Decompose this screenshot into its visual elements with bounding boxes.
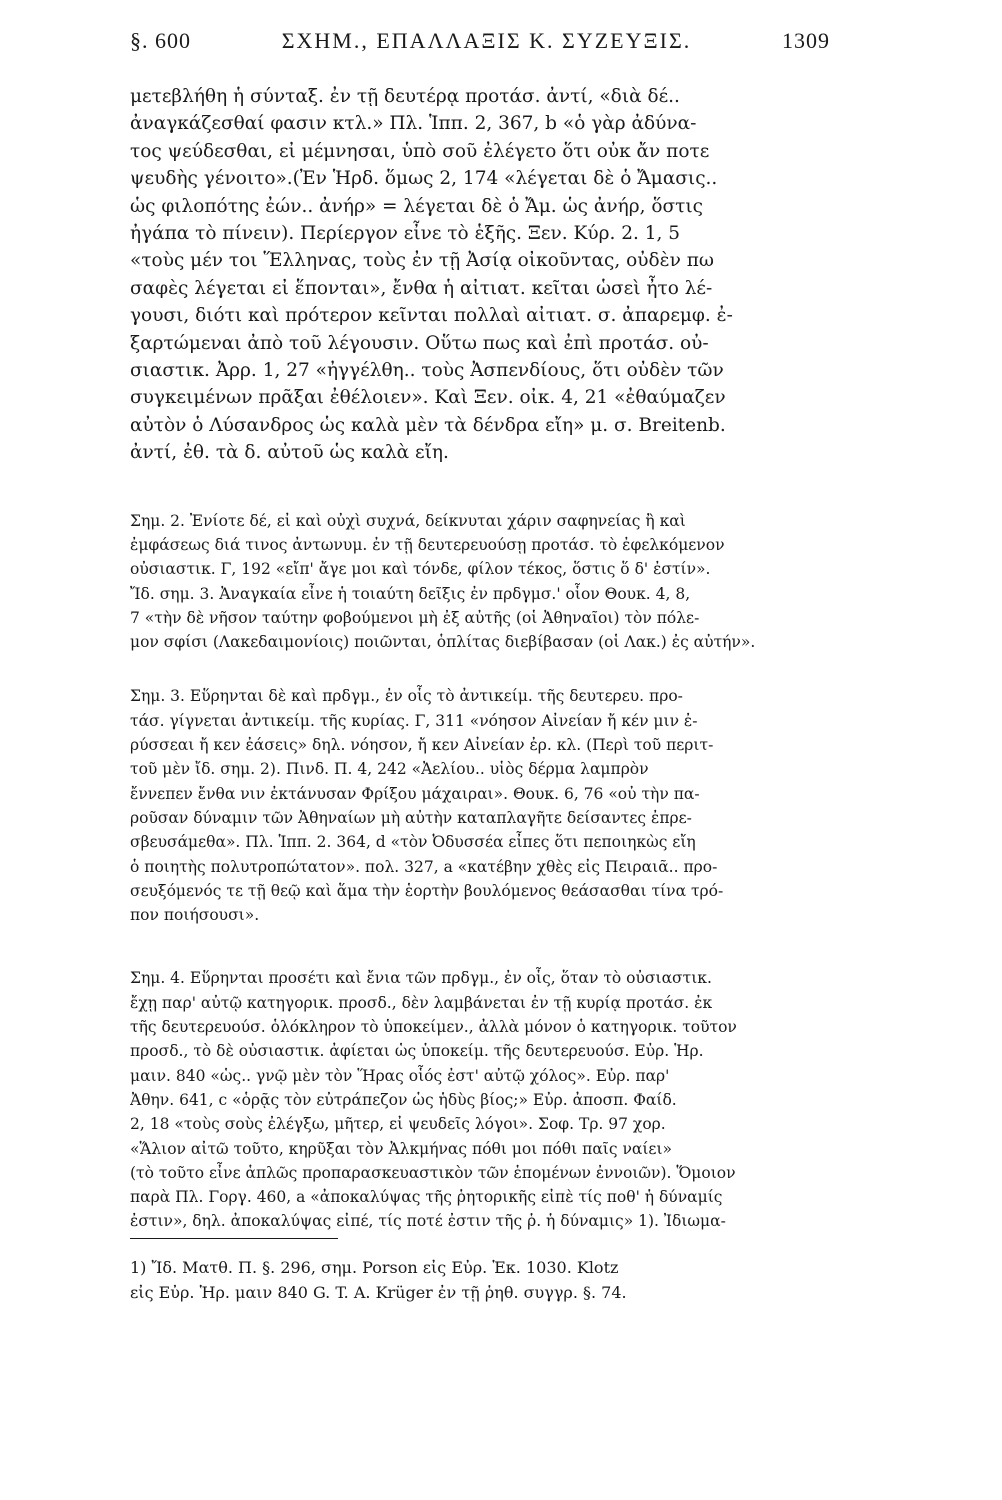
note-line: ἔννεπεν ἔνθα νιν ἐκτάνυσαν Φρίξου μάχαιραι». Θουκ. 6, 76 «οὐ τὴν πα- (130, 784, 700, 803)
note-line: «Ἅλιον αἰτῶ τοῦτο, κηρῦξαι τὸν Ἀλκμήνας πόθι μοι πόθι παῖς ναίει» (130, 1139, 673, 1158)
text-line: σαφὲς λέγεται εἰ ἕπονται», ἔνθα ἡ αἰτιατ. κεῖται ὡσεὶ ἦτο λέ- (130, 277, 713, 299)
note-3 (130, 684, 830, 927)
note-line: τοῦ μὲν ἴδ. σημ. 2). Πινδ. Π. 4, 242 «Ἀελίου.. υἱὸς δέρμα λαμπρὸν (130, 760, 649, 779)
note-line: ὁ ποιητὴς πολυτροπώτατον». πολ. 327, a «κατέβην χθὲς εἰς Πειραιᾶ.. προ- (130, 857, 718, 876)
text-line: ὡς φιλοπότης ἐών.. ἀνήρ» = λέγεται δὲ ὁ Ἄμ. ὡς ἀνήρ, ὅστις (130, 195, 703, 217)
note-line: οὐσιαστικ. Γ, 192 «εἴπ' ἄγε μοι καὶ τόνδε, φίλον τέκος, ὅστις ὅ δ' ἐστίν». (130, 560, 711, 579)
page-number: 1309 (782, 28, 830, 53)
note-line: παρὰ Πλ. Γοργ. 460, a «ἀποκαλύψας τῆς ῥητορικῆς εἰπὲ τίς ποθ' ἡ δύναμίς (130, 1188, 723, 1207)
text-line: ξαρτώμεναι ἀπὸ τοῦ λέγουσιν. Οὕτω πως καὶ ἐπὶ προτάσ. οὐ- (130, 332, 709, 354)
text-line: ψευδὴς γένοιτο».(Ἐν Ἡρδ. ὅμως 2, 174 «λέγεται δὲ ὁ Ἄμασις.. (130, 168, 718, 190)
note-line: Σημ. 2. Ἐνίοτε δέ, εἰ καὶ οὐχὶ συχνά, δείκνυται χάριν σαφηνείας ἢ καὶ (130, 511, 686, 530)
note-2 (130, 509, 830, 655)
note-line: ἐμφάσεως διά τινος ἀντωνυμ. ἐν τῇ δευτερευούσῃ προτάσ. τὸ ἐφελκόμενον (130, 535, 725, 554)
text-line: γουσι, διότι καὶ πρότερον κεῖνται πολλαὶ αἰτιατ. σ. ἀπαρεμφ. ἐ- (130, 305, 733, 327)
note-4 (130, 966, 830, 1233)
note-line: ροῦσαν δύναμιν τῶν Ἀθηναίων μὴ αὐτὴν καταπλαγῆτε δείσαντες ἐπρε- (130, 808, 692, 827)
text-line: ἠγάπα τὸ πίνειν). Περίεργον εἶνε τὸ ἑξῆς. Ξεν. Κύρ. 2. 1, 5 (130, 223, 681, 245)
note-line: Σημ. 4. Εὕρηνται προσέτι καὶ ἔνια τῶν πρδγμ., ἐν οἷς, ὅταν τὸ οὐσιαστικ. (130, 969, 712, 988)
text-line: ἀντί, ἐθ. τὰ δ. αὐτοῦ ὡς καλὰ εἴη. (130, 442, 449, 464)
note-line: μον σφίσι (Λακεδαιμονίοις) ποιῶνται, ὁπλίτας διεβίβασαν (οἱ Λακ.) ἐς αὐτήν». (130, 633, 756, 652)
running-title: ΣΧΗΜ., ΕΠΑΛΛΑΞΙΣ Κ. ΣΥΖΕΥΞΙΣ. (281, 28, 692, 53)
page-header (130, 28, 830, 68)
note-line: Ἴδ. σημ. 3. Ἀναγκαία εἶνε ἡ τοιαύτη δεῖξις ἐν πρδγμσ.' οἷον Θουκ. 4, 8, (130, 584, 691, 603)
note-line: τῆς δευτερευούσ. ὁλόκληρον τὸ ὑποκείμεν., ἀλλὰ μόνον ὁ κατηγορικ. τοῦτον (130, 1018, 737, 1037)
note-line: προσδ., τὸ δὲ οὐσιαστικ. ἀφίεται ὡς ὑποκείμ. τῆς δευτερευούσ. Εὐρ. Ἡρ. (130, 1042, 704, 1061)
note-line: μαιν. 840 «ὡς.. γνῷ μὲν τὸν Ἥρας οἷός ἐστ' αὐτῷ χόλος». Εὐρ. παρ' (130, 1066, 670, 1085)
section-number: §. 600 (130, 28, 191, 53)
text-line: ἀναγκάζεσθαί φασιν κτλ.» Πλ. Ἱππ. 2, 367, b «ὁ γὰρ ἀδύνα- (130, 113, 697, 135)
note-line: τάσ. γίγνεται ἀντικείμ. τῆς κυρίας. Γ, 311 «νόησον Αἰνείαν ἤ κέν μιν ἐ- (130, 711, 698, 730)
text-line: αὐτὸν ὁ Λύσανδρος ὡς καλὰ μὲν τὰ δένδρα εἴη» μ. σ. Breitenb. (130, 414, 726, 436)
note-line: πον ποιήσουσι». (130, 906, 260, 925)
footnotes (130, 1255, 830, 1305)
text-line: συγκειμένων πρᾶξαι ἐθέλοιεν». Καὶ Ξεν. οἰκ. 4, 21 «ἐθαύμαζεν (130, 387, 726, 409)
note-line: 2, 18 «τοὺς σοὺς ἐλέγξω, μῆτερ, εἰ ψευδεῖς λόγοι». Σοφ. Τρ. 97 χορ. (130, 1115, 666, 1134)
text-line: τος ψεύδεσθαι, εἰ μέμνησαι, ὑπὸ σοῦ ἐλέγετο ὅτι οὐκ ἄν ποτε (130, 140, 710, 162)
footnote-rule (130, 1238, 338, 1239)
note-line: ἐστιν», δηλ. ἀποκαλύψας εἰπέ, τίς ποτέ ἐστιν τῆς ῥ. ἡ δύναμις» 1). Ἰδιωμα- (130, 1212, 726, 1231)
note-line: (τὸ τοῦτο εἶνε ἁπλῶς προπαρασκευαστικὸν τῶν ἑπομένων ἐννοιῶν). Ὅμοιον (130, 1163, 736, 1182)
footnote-line: εἰς Εὐρ. Ἡρ. μαιν 840 G. T. A. Krüger ἐν τῇ ῥηθ. συγγρ. §. 74. (130, 1282, 627, 1302)
note-line: Ἀθην. 641, c «ὁρᾷς τὸν εὐτράπεζον ὡς ἡδὺς βίος;» Εὐρ. ἀποσπ. Φαίδ. (130, 1090, 677, 1109)
note-line: 7 «τὴν δὲ νῆσον ταύτην φοβούμενοι μὴ ἐξ αὐτῆς (οἱ Ἀθηναῖοι) τὸν πόλε- (130, 608, 700, 627)
note-line: σευξόμενός τε τῇ θεῷ καὶ ἅμα τὴν ἑορτὴν βουλόμενος θεάσασθαι τίνα τρό- (130, 881, 724, 900)
note-line: ρύσσεαι ἤ κεν ἐάσεις» δηλ. νόησον, ἤ κεν Αἰνείαν ἐρ. κλ. (Περὶ τοῦ περιτ- (130, 736, 714, 755)
note-line: ἔχῃ παρ' αὐτῷ κατηγορικ. προσδ., δὲν λαμβάνεται ἐν τῇ κυρίᾳ προτάσ. ἐκ (130, 993, 713, 1012)
book-page (130, 28, 830, 1468)
main-text (130, 83, 830, 467)
text-line: σιαστικ. Ἀρρ. 1, 27 «ἠγγέλθη.. τοὺς Ἀσπενδίους, ὅτι οὐδὲν τῶν (130, 360, 724, 382)
note-line: σβευσάμεθα». Πλ. Ἱππ. 2. 364, d «τὸν Ὀδυσσέα εἶπες ὅτι πεποιηκὼς εἴη (130, 833, 696, 852)
footnote-line: 1) Ἴδ. Ματθ. Π. §. 296, σημ. Porson εἰς Εὐρ. Ἑκ. 1030. Klotz (130, 1257, 619, 1277)
text-line: «τοὺς μέν τοι Ἕλληνας, τοὺς ἐν τῇ Ἀσίᾳ οἰκοῦντας, οὐδὲν πω (130, 250, 714, 272)
text-line: μετεβλήθη ἡ σύνταξ. ἐν τῇ δευτέρᾳ προτάσ. ἀντί, «διὰ δέ.. (130, 86, 680, 107)
note-line: Σημ. 3. Εὕρηνται δὲ καὶ πρδγμ., ἐν οἷς τὸ ἀντικείμ. τῆς δευτερευ. προ- (130, 687, 683, 706)
